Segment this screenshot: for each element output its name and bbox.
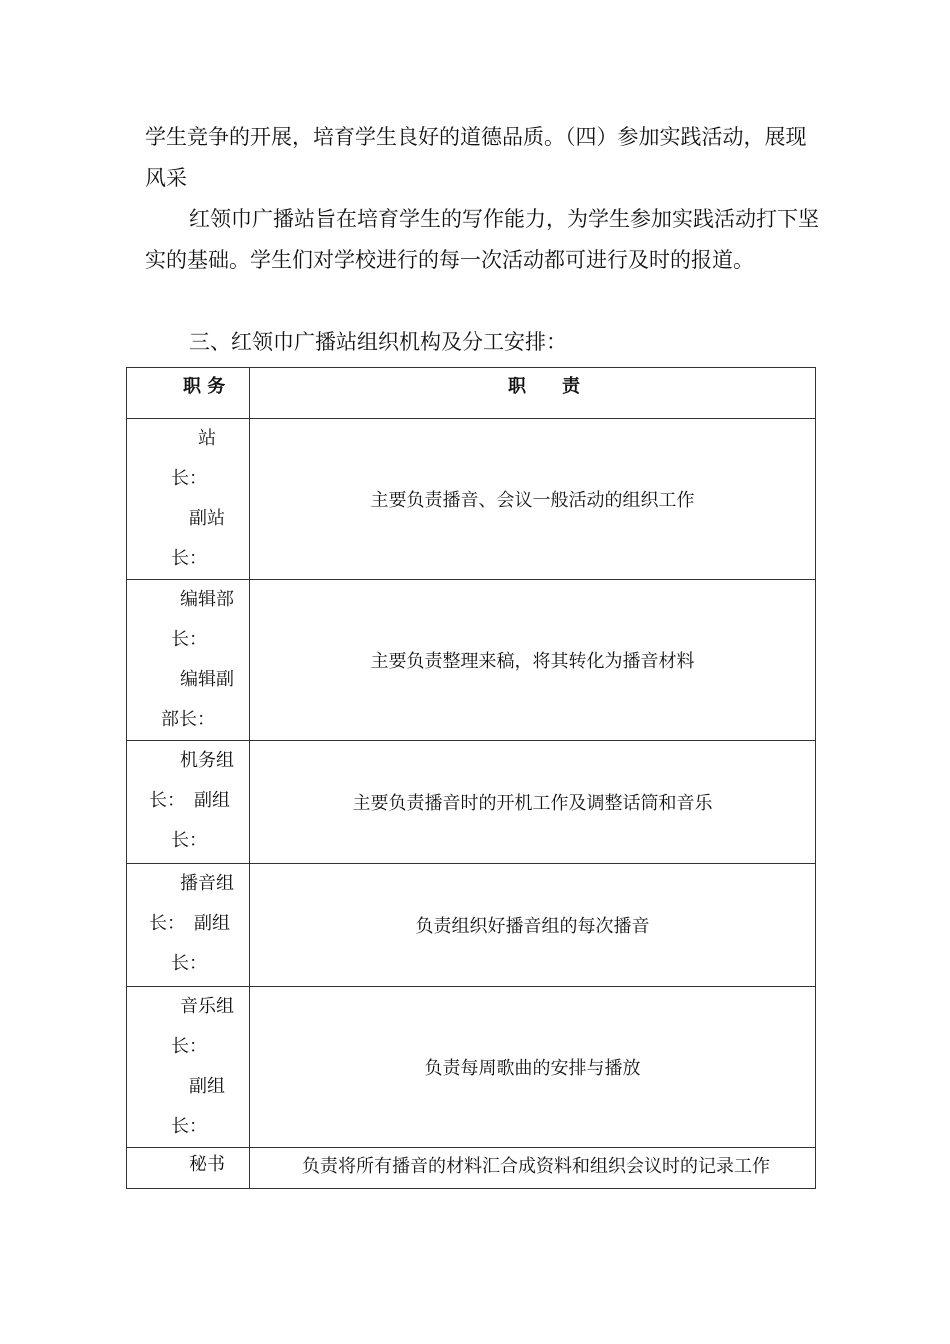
duty-cell: 负责组织好播音组的每次播音 (250, 864, 816, 987)
table-row (127, 1148, 816, 1189)
role-line: 编辑副 (180, 669, 234, 690)
duty-cell: 负责将所有播音的材料汇合成资料和组织会议时的记录工作 (250, 1148, 816, 1189)
role-line: 秘书 (189, 1154, 225, 1175)
role-line: 长： (171, 830, 207, 851)
role-line: 音乐组 (180, 996, 234, 1017)
role-cell (127, 580, 250, 741)
duty-cell: 主要负责整理来稿，将其转化为播音材料 (250, 580, 816, 741)
section-heading: 三、红领巾广播站组织机构及分工安排： (189, 330, 567, 354)
role-cell (127, 741, 250, 864)
role-line: 编辑部 (180, 589, 234, 610)
role-line: 长： (171, 953, 207, 974)
role-cell (127, 419, 250, 580)
table-header-row (127, 368, 816, 419)
role-line: 站 (198, 428, 216, 449)
role-cell (127, 987, 250, 1148)
table-row (127, 987, 816, 1148)
duty-cell: 主要负责播音时的开机工作及调整话筒和音乐 (250, 741, 816, 864)
role-line: 长： (171, 1036, 207, 1057)
duty-cell: 主要负责播音、会议一般活动的组织工作 (250, 419, 816, 580)
role-cell (127, 1148, 250, 1189)
role-line: 副站 (189, 508, 225, 529)
paragraph-2: 红领巾广播站旨在培育学生的写作能力，为学生参加实践活动打下坚实的基础。学生们对学校进行的每一次活动都可进行及时的报道。 (145, 207, 819, 272)
table-row (127, 741, 816, 864)
duty-cell: 负责每周歌曲的安排与播放 (250, 987, 816, 1148)
organization-table (126, 367, 816, 1189)
role-line: 长： (171, 468, 207, 489)
role-line: 长： 副组 (149, 913, 230, 934)
table-row (127, 864, 816, 987)
role-line: 长： (171, 629, 207, 650)
role-line: 长： (171, 1116, 207, 1137)
role-line: 部长： (161, 709, 215, 730)
role-line: 机务组 (180, 750, 234, 771)
table-row (127, 580, 816, 741)
table-row (127, 419, 816, 580)
role-line: 长： (171, 548, 207, 569)
role-cell (127, 864, 250, 987)
header-duty: 职 责 (250, 368, 816, 419)
role-line: 播音组 (180, 873, 234, 894)
header-role: 职 务 (127, 368, 250, 419)
paragraph-1: 学生竞争的开展，培育学生良好的道德品质。（四）参加实践活动，展现风采 (145, 125, 807, 190)
role-line: 副组 (189, 1076, 225, 1097)
role-line: 长： 副组 (149, 790, 230, 811)
